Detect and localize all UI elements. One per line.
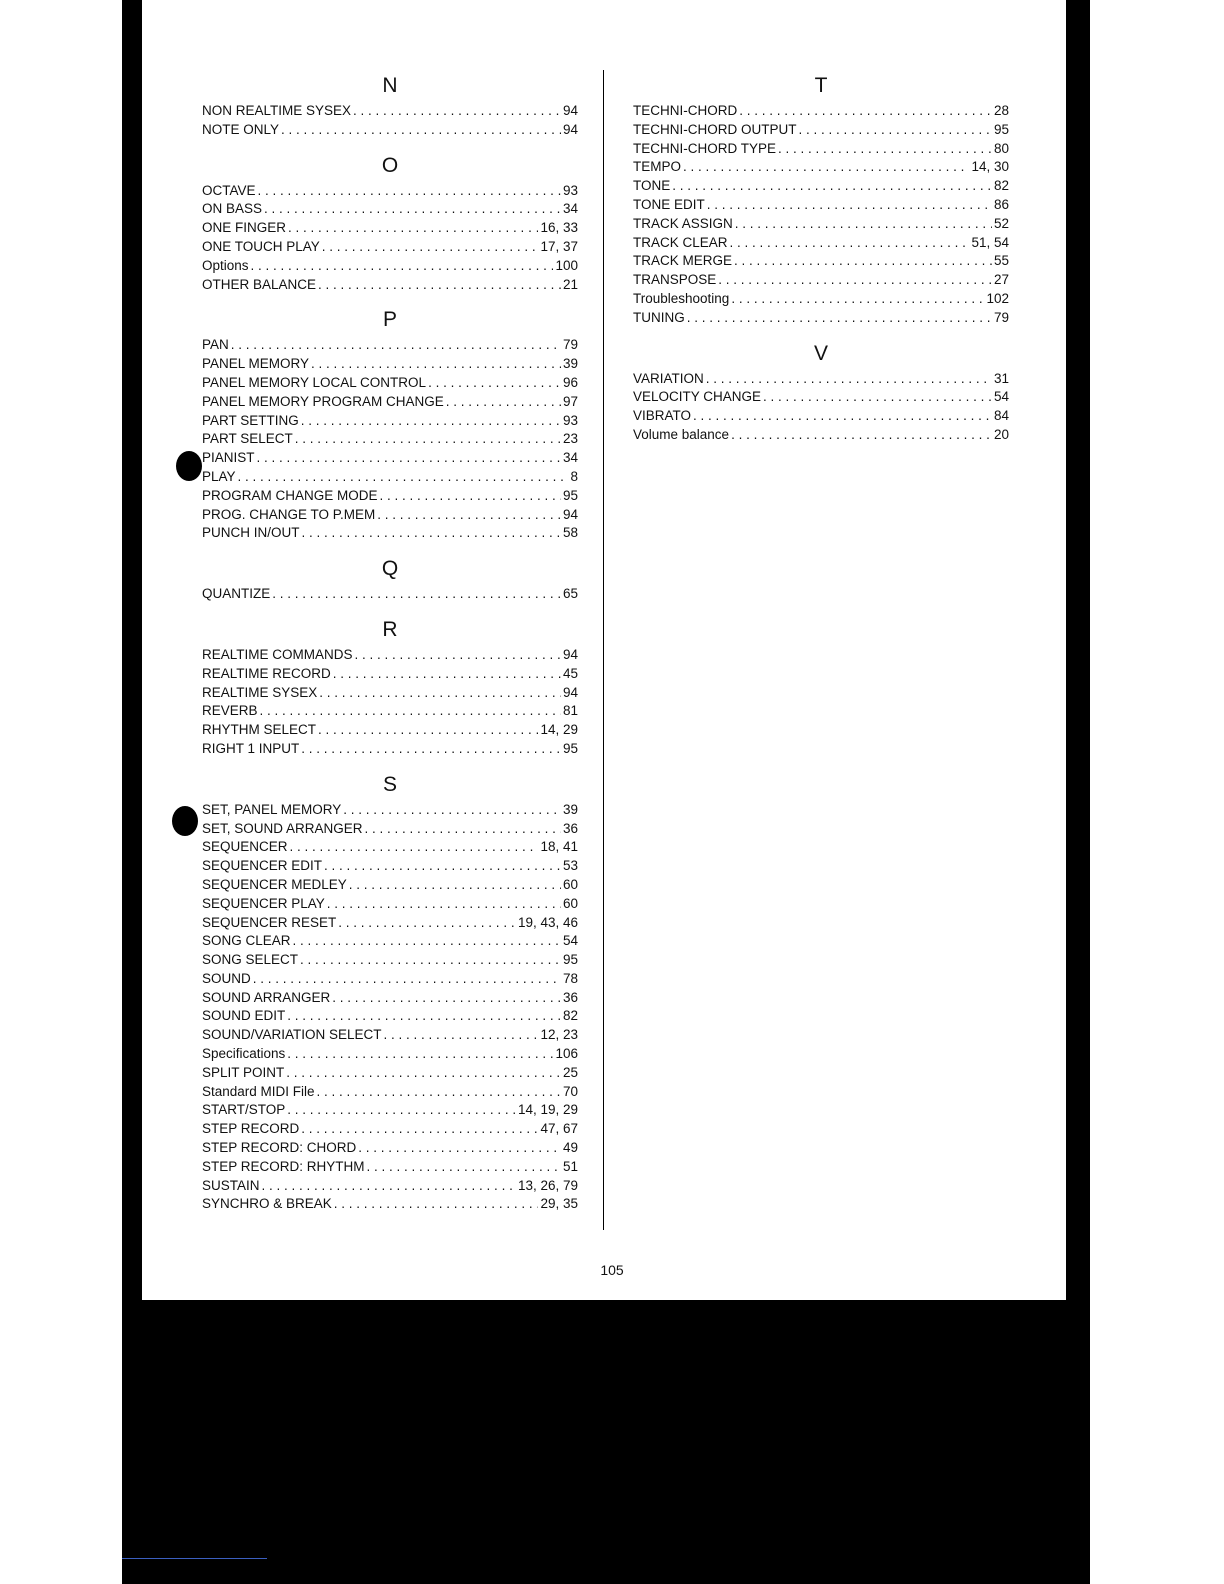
index-entry bbox=[633, 215, 1009, 234]
dot-leader bbox=[377, 506, 561, 525]
index-term: TUNING bbox=[633, 309, 685, 325]
index-term: TONE EDIT bbox=[633, 196, 705, 212]
index-page-refs: 60 bbox=[562, 876, 578, 892]
index-page-refs: 58 bbox=[562, 525, 578, 541]
index-term: TRANSPOSE bbox=[633, 272, 717, 288]
index-entry bbox=[202, 1083, 578, 1102]
index-page-refs: 86 bbox=[993, 196, 1009, 212]
dot-leader bbox=[739, 102, 992, 121]
index-entry bbox=[633, 234, 1009, 253]
index-page-refs: 94 bbox=[562, 684, 578, 700]
dot-leader bbox=[281, 121, 561, 140]
index-page-refs: 16, 33 bbox=[540, 220, 578, 236]
index-page-refs: 19, 43, 46 bbox=[517, 914, 578, 930]
index-entry bbox=[202, 684, 578, 703]
index-term: STEP RECORD: CHORD bbox=[202, 1140, 357, 1156]
index-entry bbox=[202, 355, 578, 374]
index-entry bbox=[202, 1158, 578, 1177]
index-entry bbox=[202, 740, 578, 759]
index-page-refs: 23 bbox=[562, 431, 578, 447]
index-term: Specifications bbox=[202, 1046, 286, 1062]
dot-leader bbox=[290, 838, 539, 857]
dot-leader bbox=[295, 430, 561, 449]
index-entry bbox=[633, 121, 1009, 140]
dot-leader bbox=[257, 449, 561, 468]
index-term: SOUND/VARIATION SELECT bbox=[202, 1027, 382, 1043]
dot-leader bbox=[384, 1026, 539, 1045]
index-entry bbox=[202, 257, 578, 276]
index-entry bbox=[202, 219, 578, 238]
index-page-refs: 12, 23 bbox=[540, 1027, 578, 1043]
dot-leader bbox=[302, 524, 561, 543]
dot-leader bbox=[317, 1083, 561, 1102]
index-entry bbox=[202, 1177, 578, 1196]
index-page-refs: 97 bbox=[562, 393, 578, 409]
index-entry bbox=[202, 914, 578, 933]
dot-leader bbox=[327, 895, 561, 914]
section-letter-q: Q bbox=[381, 557, 399, 581]
index-entry bbox=[202, 970, 578, 989]
dot-leader bbox=[349, 876, 561, 895]
dot-leader bbox=[318, 276, 561, 295]
index-entry bbox=[202, 702, 578, 721]
index-term: Volume balance bbox=[633, 426, 730, 442]
index-entry bbox=[202, 200, 578, 219]
index-term: SPLIT POINT bbox=[202, 1064, 285, 1080]
index-term: Options bbox=[202, 257, 249, 273]
dot-leader bbox=[238, 468, 569, 487]
index-term: SEQUENCER bbox=[202, 839, 288, 855]
index-entry bbox=[633, 290, 1009, 309]
index-entry bbox=[202, 932, 578, 951]
index-term: SOUND ARRANGER bbox=[202, 989, 331, 1005]
index-entry bbox=[202, 801, 578, 820]
binder-hole-lower bbox=[172, 806, 198, 836]
section-entries-s bbox=[202, 801, 578, 1215]
index-page-refs: 95 bbox=[562, 952, 578, 968]
index-term: Troubleshooting bbox=[633, 290, 730, 306]
binder-hole-upper bbox=[176, 451, 202, 481]
index-term: SONG CLEAR bbox=[202, 933, 291, 949]
dot-leader bbox=[693, 407, 992, 426]
index-entry bbox=[202, 646, 578, 665]
dot-leader bbox=[358, 1139, 561, 1158]
index-page-refs: 34 bbox=[562, 450, 578, 466]
dot-leader bbox=[293, 932, 561, 951]
index-term: STEP RECORD bbox=[202, 1121, 300, 1137]
index-page-refs: 39 bbox=[562, 801, 578, 817]
index-page-refs: 94 bbox=[562, 121, 578, 137]
index-page-refs: 53 bbox=[562, 858, 578, 874]
dot-leader bbox=[706, 370, 992, 389]
index-term: PAN bbox=[202, 337, 229, 353]
index-term: VELOCITY CHANGE bbox=[633, 389, 762, 405]
section-entries-p bbox=[202, 336, 578, 543]
index-term: RHYTHM SELECT bbox=[202, 722, 317, 738]
index-term: PUNCH IN/OUT bbox=[202, 525, 300, 541]
index-term: TRACK ASSIGN bbox=[633, 215, 733, 231]
index-entry bbox=[202, 857, 578, 876]
index-entry bbox=[633, 309, 1009, 328]
section-letter-n: N bbox=[382, 74, 398, 97]
index-page-refs: 82 bbox=[562, 1008, 578, 1024]
index-term: NOTE ONLY bbox=[202, 121, 280, 137]
index-entry bbox=[633, 426, 1009, 445]
index-term: SET, PANEL MEMORY bbox=[202, 801, 342, 817]
index-entry bbox=[202, 876, 578, 895]
dot-leader bbox=[380, 487, 561, 506]
section-entries-n bbox=[202, 102, 578, 140]
index-page-refs: 95 bbox=[562, 487, 578, 503]
index-term: TRACK CLEAR bbox=[633, 234, 728, 250]
index-entry bbox=[202, 182, 578, 201]
section-entries-q bbox=[202, 585, 578, 604]
index-term: PROG. CHANGE TO P.MEM bbox=[202, 506, 376, 522]
dot-leader bbox=[287, 1045, 553, 1064]
index-entry bbox=[633, 370, 1009, 389]
dot-leader bbox=[318, 721, 538, 740]
index-page-refs: 36 bbox=[562, 820, 578, 836]
section-entries-r bbox=[202, 646, 578, 759]
index-page-refs: 49 bbox=[562, 1140, 578, 1156]
index-entry bbox=[202, 393, 578, 412]
index-entry bbox=[202, 487, 578, 506]
index-page-refs: 13, 26, 79 bbox=[517, 1177, 578, 1193]
dot-leader bbox=[332, 989, 561, 1008]
index-page-refs: 94 bbox=[562, 103, 578, 118]
dot-leader bbox=[731, 426, 992, 445]
index-term: REVERB bbox=[202, 703, 258, 719]
dot-leader bbox=[763, 388, 992, 407]
section-entries-o bbox=[202, 182, 578, 295]
dot-leader bbox=[301, 412, 561, 431]
index-left-column bbox=[202, 70, 578, 1224]
index-entry bbox=[202, 1007, 578, 1026]
index-term: ON BASS bbox=[202, 201, 263, 217]
index-page-refs: 47, 67 bbox=[540, 1121, 578, 1137]
index-entry bbox=[633, 140, 1009, 159]
dot-leader bbox=[319, 684, 561, 703]
index-term: VARIATION bbox=[633, 370, 704, 386]
index-term: NON REALTIME SYSEX bbox=[202, 103, 352, 118]
index-term: SOUND EDIT bbox=[202, 1008, 286, 1024]
index-term: TECHNI-CHORD OUTPUT bbox=[633, 121, 797, 137]
dot-leader bbox=[251, 257, 554, 276]
index-entry bbox=[202, 820, 578, 839]
dot-leader bbox=[333, 665, 561, 684]
index-term: TECHNI-CHORD bbox=[633, 103, 738, 118]
dot-leader bbox=[231, 336, 561, 355]
dot-leader bbox=[272, 585, 561, 604]
dot-leader bbox=[334, 1195, 539, 1214]
dot-leader bbox=[428, 374, 561, 393]
dot-leader bbox=[672, 177, 992, 196]
index-term: SYNCHRO & BREAK bbox=[202, 1196, 332, 1212]
index-entry bbox=[202, 238, 578, 257]
scan-edge-line bbox=[122, 1558, 267, 1559]
dot-leader bbox=[338, 914, 516, 933]
index-page-refs: 93 bbox=[562, 182, 578, 198]
index-term: RIGHT 1 INPUT bbox=[202, 740, 300, 756]
index-term: PLAY bbox=[202, 468, 236, 484]
index-page-refs: 65 bbox=[562, 586, 578, 602]
index-page-refs: 34 bbox=[562, 201, 578, 217]
index-term: PIANIST bbox=[202, 450, 255, 466]
index-page-refs: 81 bbox=[562, 703, 578, 719]
index-term: PANEL MEMORY bbox=[202, 356, 310, 372]
index-page-refs: 21 bbox=[562, 276, 578, 292]
index-page-refs: 54 bbox=[562, 933, 578, 949]
dot-leader bbox=[322, 238, 539, 257]
index-entry bbox=[202, 721, 578, 740]
index-page-refs: 55 bbox=[993, 253, 1009, 269]
index-page-refs: 14, 19, 29 bbox=[517, 1102, 578, 1118]
index-entry bbox=[202, 895, 578, 914]
index-term: Standard MIDI File bbox=[202, 1083, 315, 1099]
index-entry bbox=[202, 951, 578, 970]
index-entry bbox=[202, 121, 578, 140]
index-page-refs: 79 bbox=[993, 309, 1009, 325]
index-term: PROGRAM CHANGE MODE bbox=[202, 487, 378, 503]
index-term: START/STOP bbox=[202, 1102, 286, 1118]
index-term: TONE bbox=[633, 178, 671, 194]
index-entry bbox=[633, 407, 1009, 426]
index-term: PART SETTING bbox=[202, 412, 299, 428]
dot-leader bbox=[778, 140, 992, 159]
index-term: PANEL MEMORY PROGRAM CHANGE bbox=[202, 393, 444, 409]
index-page-refs: 14, 30 bbox=[971, 159, 1009, 175]
index-entry bbox=[633, 102, 1009, 121]
index-entry bbox=[202, 1120, 578, 1139]
index-page-refs: 36 bbox=[562, 989, 578, 1005]
index-term: PART SELECT bbox=[202, 431, 293, 447]
dot-leader bbox=[253, 970, 561, 989]
index-term: TEMPO bbox=[633, 159, 682, 175]
index-entry bbox=[202, 665, 578, 684]
dot-leader bbox=[288, 219, 538, 238]
index-term: ONE FINGER bbox=[202, 220, 287, 236]
index-page-refs: 29, 35 bbox=[540, 1196, 578, 1212]
index-term: SET, SOUND ARRANGER bbox=[202, 820, 363, 836]
section-letter-s: S bbox=[382, 772, 397, 796]
page-number: 105 bbox=[600, 1262, 624, 1278]
dot-leader bbox=[353, 102, 561, 121]
section-letter-o: O bbox=[381, 153, 399, 177]
index-page-refs: 95 bbox=[562, 740, 578, 756]
index-entry bbox=[202, 102, 578, 121]
index-entry bbox=[202, 449, 578, 468]
index-entry bbox=[633, 271, 1009, 290]
column-divider bbox=[603, 70, 604, 1230]
dot-leader bbox=[262, 1177, 516, 1196]
index-entry bbox=[202, 1026, 578, 1045]
index-term: PANEL MEMORY LOCAL CONTROL bbox=[202, 374, 427, 390]
index-entry bbox=[202, 276, 578, 295]
index-term: VIBRATO bbox=[633, 408, 692, 424]
index-entry bbox=[202, 336, 578, 355]
index-term: SOUND bbox=[202, 970, 251, 986]
index-page-refs: 17, 37 bbox=[540, 238, 578, 254]
index-entry bbox=[202, 1195, 578, 1214]
index-page-refs: 8 bbox=[570, 468, 578, 484]
index-entry bbox=[202, 1064, 578, 1083]
index-page-refs: 60 bbox=[562, 895, 578, 911]
dot-leader bbox=[258, 182, 561, 201]
index-term: REALTIME COMMANDS bbox=[202, 646, 353, 662]
index-right-column bbox=[633, 70, 1009, 455]
index-page-refs: 45 bbox=[562, 665, 578, 681]
index-page-refs: 102 bbox=[986, 290, 1009, 306]
index-page-refs: 27 bbox=[993, 272, 1009, 288]
index-term: TECHNI-CHORD TYPE bbox=[633, 140, 777, 156]
index-page-refs: 31 bbox=[993, 370, 1009, 386]
dot-leader bbox=[687, 309, 992, 328]
dot-leader bbox=[718, 271, 992, 290]
dot-leader bbox=[286, 1064, 561, 1083]
index-page-refs: 51 bbox=[562, 1158, 578, 1174]
index-page-refs: 106 bbox=[555, 1046, 578, 1062]
index-entry bbox=[202, 506, 578, 525]
index-page-refs: 52 bbox=[993, 215, 1009, 231]
index-term: REALTIME SYSEX bbox=[202, 684, 318, 700]
index-page-refs: 18, 41 bbox=[540, 839, 578, 855]
dot-leader bbox=[300, 951, 561, 970]
index-page-refs: 51, 54 bbox=[971, 234, 1009, 250]
index-page-refs: 25 bbox=[562, 1064, 578, 1080]
index-entry bbox=[202, 524, 578, 543]
index-entry bbox=[633, 252, 1009, 271]
index-page-refs: 80 bbox=[993, 140, 1009, 156]
index-term: SEQUENCER RESET bbox=[202, 914, 337, 930]
index-page-refs: 96 bbox=[562, 374, 578, 390]
index-entry bbox=[633, 196, 1009, 215]
dot-leader bbox=[287, 1101, 516, 1120]
dot-leader bbox=[287, 1007, 561, 1026]
index-entry bbox=[202, 468, 578, 487]
index-term: SUSTAIN bbox=[202, 1177, 260, 1193]
dot-leader bbox=[446, 393, 561, 412]
index-page-refs: 78 bbox=[562, 970, 578, 986]
dot-leader bbox=[311, 355, 561, 374]
dot-leader bbox=[355, 646, 561, 665]
index-page-refs: 39 bbox=[562, 356, 578, 372]
index-entry bbox=[633, 177, 1009, 196]
section-letter-p: P bbox=[382, 308, 397, 332]
index-entry bbox=[202, 585, 578, 604]
index-entry bbox=[633, 388, 1009, 407]
dot-leader bbox=[367, 1158, 561, 1177]
index-entry bbox=[202, 838, 578, 857]
index-page-refs: 84 bbox=[993, 408, 1009, 424]
dot-leader bbox=[683, 158, 969, 177]
index-page-refs: 14, 29 bbox=[540, 722, 578, 738]
index-entry bbox=[202, 1101, 578, 1120]
index-term: SEQUENCER EDIT bbox=[202, 858, 323, 874]
index-term: STEP RECORD: RHYTHM bbox=[202, 1158, 365, 1174]
section-letter-v: V bbox=[813, 341, 828, 365]
index-page-refs: 95 bbox=[993, 121, 1009, 137]
dot-leader bbox=[365, 820, 561, 839]
index-page-refs: 20 bbox=[993, 426, 1009, 442]
index-term: TRACK MERGE bbox=[633, 253, 733, 269]
index-entry bbox=[202, 989, 578, 1008]
dot-leader bbox=[731, 290, 984, 309]
index-term: SONG SELECT bbox=[202, 952, 299, 968]
dot-leader bbox=[301, 1120, 538, 1139]
section-entries-t bbox=[633, 102, 1009, 328]
index-page-refs: 93 bbox=[562, 412, 578, 428]
index-entry bbox=[633, 158, 1009, 177]
index-page-refs: 70 bbox=[562, 1083, 578, 1099]
index-entry bbox=[202, 1139, 578, 1158]
section-letter-r: R bbox=[382, 617, 398, 641]
index-page-refs: 94 bbox=[562, 646, 578, 662]
dot-leader bbox=[735, 215, 992, 234]
index-page-refs: 54 bbox=[993, 389, 1009, 405]
dot-leader bbox=[264, 200, 561, 219]
index-entry bbox=[202, 430, 578, 449]
index-term: OTHER BALANCE bbox=[202, 276, 317, 292]
index-entry bbox=[202, 374, 578, 393]
index-page-refs: 79 bbox=[562, 337, 578, 353]
dot-leader bbox=[301, 740, 561, 759]
index-page-refs: 82 bbox=[993, 178, 1009, 194]
dot-leader bbox=[260, 702, 561, 721]
dot-leader bbox=[707, 196, 992, 215]
section-letter-t: T bbox=[814, 74, 828, 97]
index-entry bbox=[202, 412, 578, 431]
index-term: ONE TOUCH PLAY bbox=[202, 238, 320, 254]
index-term: QUANTIZE bbox=[202, 586, 271, 602]
index-entry bbox=[202, 1045, 578, 1064]
index-page-refs: 94 bbox=[562, 506, 578, 522]
index-term: SEQUENCER PLAY bbox=[202, 895, 325, 911]
index-term: OCTAVE bbox=[202, 182, 256, 198]
dot-leader bbox=[799, 121, 992, 140]
dot-leader bbox=[324, 857, 561, 876]
dot-leader bbox=[730, 234, 970, 253]
index-term: REALTIME RECORD bbox=[202, 665, 331, 681]
index-term: SEQUENCER MEDLEY bbox=[202, 876, 347, 892]
dot-leader bbox=[343, 801, 561, 820]
dot-leader bbox=[734, 252, 992, 271]
section-entries-v bbox=[633, 370, 1009, 445]
index-page-refs: 28 bbox=[993, 103, 1009, 118]
index-page-refs: 100 bbox=[555, 257, 578, 273]
